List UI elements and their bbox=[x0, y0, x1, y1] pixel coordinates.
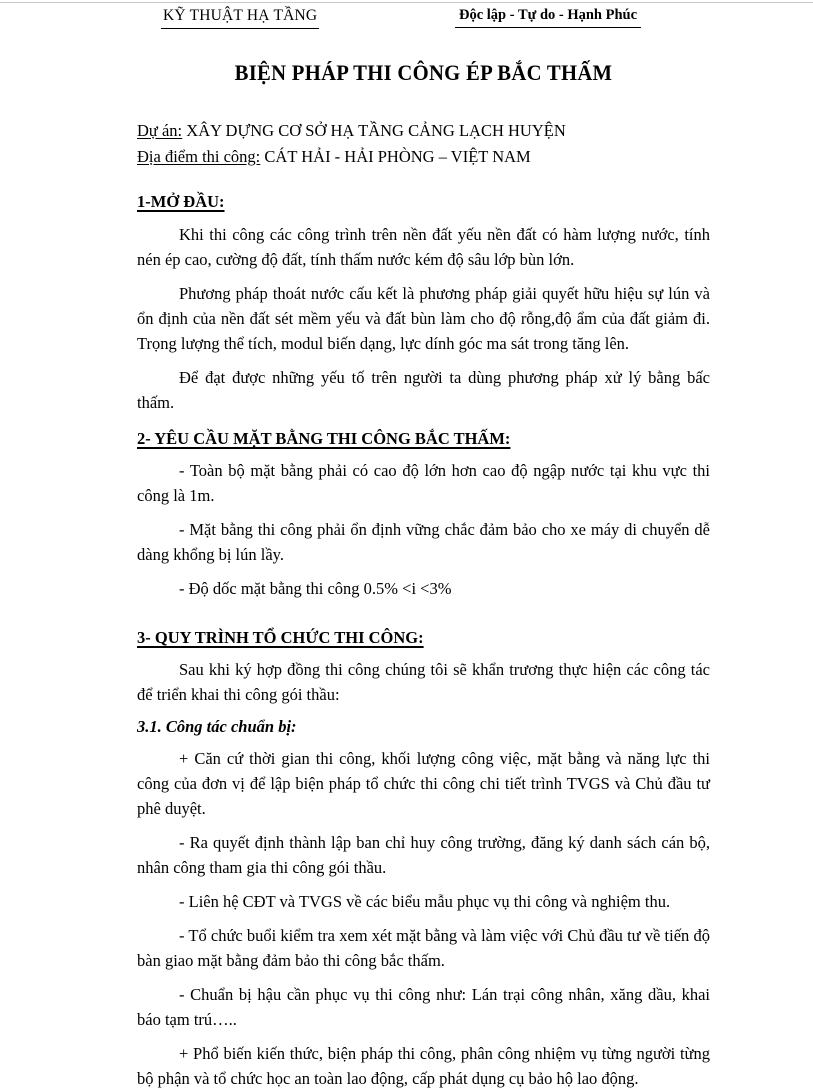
section-3-1-bullet-3: - Liên hệ CĐT và TVGS về các biểu mẫu phục vụ thi công và nghiệm thu. bbox=[179, 892, 671, 911]
location-line bbox=[137, 144, 710, 170]
section-3-1-bullet-6: + Phổ biến kiến thức, biện pháp thi công, phân công nhiệm vụ từng người từng bộ phận và tổ chức học an toàn lao động, cấp phát dụng cụ bảo hộ lao động. bbox=[137, 1044, 710, 1088]
location-value: CÁT HẢI - HẢI PHÒNG – VIỆT NAM bbox=[260, 147, 531, 166]
document-header bbox=[137, 6, 710, 36]
document-title: BIỆN PHÁP THI CÔNG ÉP BẮC THẤM bbox=[234, 60, 613, 85]
section-1-paragraph-2: Phương pháp thoát nước cấu kết là phương pháp giải quyết hữu hiệu sự lún và ổn định của nền đất sét mềm yếu và đất bùn làm cho độ rỗng,độ ẩm của đất giảm đi. Trọng lượng thể tích, modul biến dạng, lực dính góc ma sát trong tăng lên. bbox=[137, 284, 710, 353]
section-2-heading: 2- YÊU CẦU MẶT BẰNG THI CÔNG BẮC THẤM: bbox=[137, 429, 511, 448]
section-3-1-bullet-2: - Ra quyết định thành lập ban chỉ huy công trường, đăng ký danh sách cán bộ, nhân công tham gia thi công gói thầu. bbox=[137, 833, 710, 877]
section-3-1-bullet-5: - Chuẩn bị hậu cần phục vụ thi công như: Lán trại công nhân, xăng dầu, khai báo tạm trú….. bbox=[137, 985, 710, 1029]
header-national-motto: Độc lập - Tự do - Hạnh Phúc bbox=[455, 7, 641, 28]
header-department-label: KỸ THUẬT HẠ TẦNG bbox=[161, 7, 319, 29]
section-3-paragraph-1: Sau khi ký hợp đồng thi công chúng tôi sẽ khẩn trương thực hiện các công tác để triển khai thi công gói thầu: bbox=[137, 660, 710, 704]
section-3-1-bullet-4: - Tổ chức buổi kiểm tra xem xét mặt bằng và làm việc với Chủ đầu tư về tiến độ bàn giao mặt bằng đảm bảo thi công bắc thấm. bbox=[137, 926, 710, 970]
section-1-heading: 1-MỞ ĐẦU: bbox=[137, 192, 225, 211]
section-2-bullet-3: - Độ dốc mặt bằng thi công 0.5% <i <3% bbox=[179, 579, 452, 598]
section-2-bullet-1: - Toàn bộ mặt bằng phải có cao độ lớn hơn cao độ ngập nước tại khu vực thi công là 1m. bbox=[137, 461, 710, 505]
section-1-paragraph-3: Để đạt được những yếu tố trên người ta dùng phương pháp xử lý bằng bấc thấm. bbox=[137, 368, 710, 412]
section-2-bullet-2: - Mặt bằng thi công phải ổn định vững chắc đảm bảo cho xe máy di chuyển dễ dàng khổng bị lún lầy. bbox=[137, 520, 710, 564]
location-label: Địa điểm thi công: bbox=[137, 147, 261, 166]
section-3-1-heading: 3.1. Công tác chuẩn bị: bbox=[137, 717, 297, 736]
project-value: XÂY DỰNG CƠ SỞ HẠ TẦNG CẢNG LẠCH HUYỆN bbox=[182, 121, 566, 140]
section-2-heading-wrap bbox=[137, 429, 710, 449]
section-3-heading: 3- QUY TRÌNH TỔ CHỨC THI CÔNG: bbox=[137, 628, 424, 647]
project-label: Dự án: bbox=[137, 121, 183, 140]
section-3-1-bullet-1: + Căn cứ thời gian thi công, khối lượng công việc, mặt bằng và năng lực thi công của đơn vị để lập biện pháp tổ chức thi công chi tiết trình TVGS và Chủ đầu tư phê duyệt. bbox=[137, 749, 710, 818]
section-3-heading-wrap bbox=[137, 628, 710, 648]
section-1-paragraph-1: Khi thi công các công trình trên nền đất yếu nền đất có hàm lượng nước, tính nén ép cao, cường độ đất, tính thấm nước kém độ sâu lớp bùn lớn. bbox=[137, 225, 710, 269]
project-line bbox=[137, 118, 710, 144]
section-1-heading-wrap bbox=[137, 192, 710, 212]
project-meta-block bbox=[137, 118, 710, 170]
